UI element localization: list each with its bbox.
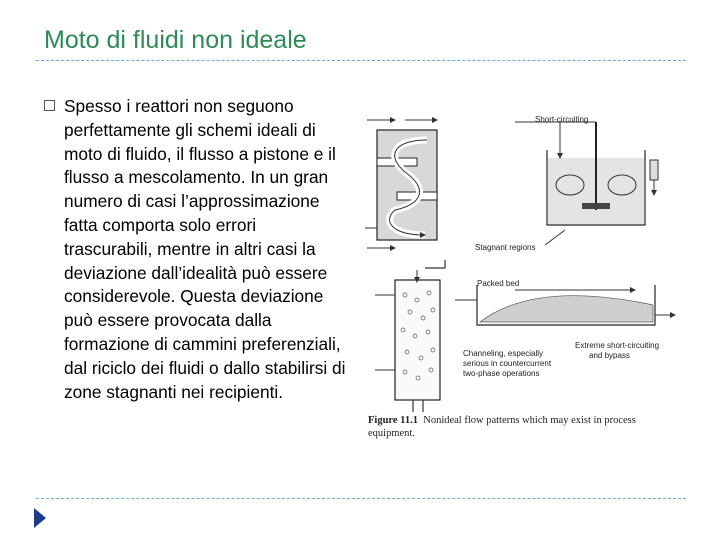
baffled-vessel-diagram — [365, 120, 437, 248]
bullet-icon — [44, 100, 55, 111]
label-packed-bed: Packed bed — [477, 279, 520, 288]
label-short-circuiting: Short-circuiting — [535, 115, 589, 124]
label-extreme-2: and bypass — [589, 351, 630, 360]
label-stagnant-regions: Stagnant regions — [475, 243, 536, 252]
figure-caption — [368, 414, 680, 440]
label-channeling-2: serious in countercurrent — [463, 359, 552, 368]
label-channeling-1: Channeling, especially — [463, 349, 544, 358]
nonideal-flow-figure — [365, 100, 680, 452]
packed-bed-diagram — [455, 279, 675, 378]
label-extreme-1: Extreme short-circuiting — [575, 341, 660, 350]
play-icon[interactable] — [34, 508, 46, 528]
slide-title: Moto di fluidi non ideale — [44, 26, 307, 54]
caption-label: Figure 11.1 — [368, 415, 418, 426]
footer-divider — [36, 498, 686, 499]
title-divider — [36, 60, 686, 61]
packed-column-diagram — [375, 260, 445, 412]
stirred-tank-diagram — [475, 115, 658, 252]
label-channeling-3: two-phase operations — [463, 369, 540, 378]
bullet-text: Spesso i reattori non seguono perfettamente gli schemi ideali di moto di fluido, il flusso a pistone e il flusso a mescolamento. In un gran numero di casi l’approssimazione fatta comporta solo errori trascurabili, mentre in altri casi la deviazione dall’idealità può essere considerevole. Questa deviazione può essere provocata dalla formazione di cammini preferenziali, dal riciclo dei fluidi o dallo stabilirsi di zone stagnanti nei recipienti. — [64, 96, 346, 402]
caption-text: Nonideal flow patterns which may exist in process equipment. — [368, 415, 636, 439]
